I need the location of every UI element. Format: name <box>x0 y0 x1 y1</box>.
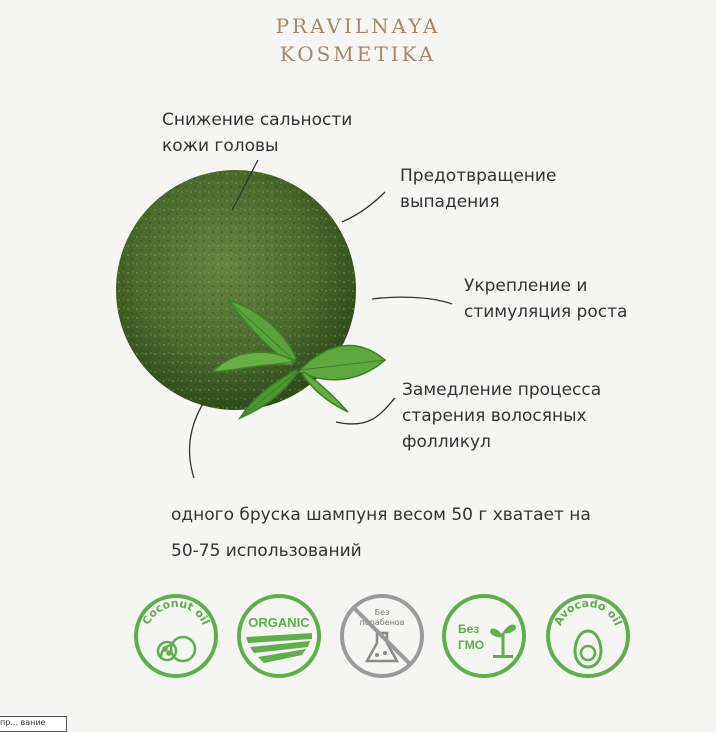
field-stripes-icon <box>246 633 312 663</box>
feature-sebum-line-2: кожи головы <box>162 136 279 156</box>
badge-coconut-text: Coconut oil <box>139 596 213 627</box>
badge-gmo-line-1: Без <box>458 622 480 636</box>
feature-aging-line-3: фолликул <box>402 432 491 452</box>
coconut-icon <box>158 637 195 661</box>
badge-no-parabens <box>339 593 425 679</box>
feature-growth-line-2: стимуляция роста <box>464 302 628 322</box>
corner-tab[interactable] <box>0 716 67 732</box>
feature-aging <box>402 377 601 455</box>
feature-sebum-line-1: Снижение сальности <box>162 110 353 130</box>
badge-organic <box>236 593 322 679</box>
connector-line-3 <box>372 297 452 304</box>
badge-no-gmo <box>441 593 527 679</box>
sprout-icon <box>491 625 516 658</box>
avocado-icon <box>575 631 601 667</box>
feature-hair-loss-line-1: Предотвращение <box>400 166 557 186</box>
usage-note-line-1: одного бруска шампуня весом 50 г хватает на <box>171 505 591 525</box>
svg-text:Coconut oil <box>140 597 212 627</box>
connector-line-5 <box>189 402 204 478</box>
usage-note <box>171 497 621 569</box>
badge-avocado-oil <box>545 593 631 679</box>
corner-tab-label: пр... вание <box>0 718 46 727</box>
brand-line-2: KOSMETIKA <box>279 42 437 66</box>
badge-avocado-text: Avocado oil <box>551 596 625 628</box>
badge-parabens-line-2: парабенов <box>359 618 405 627</box>
feature-growth <box>464 273 627 325</box>
feature-aging-line-2: старения волосяных <box>402 406 587 426</box>
feature-sebum <box>162 107 352 159</box>
badge-coconut-oil <box>133 593 219 679</box>
feature-aging-line-1: Замедление процесса <box>402 380 602 400</box>
badge-parabens-line-1: Без <box>374 608 390 617</box>
badge-gmo-line-2: ГМО <box>458 638 485 652</box>
svg-text:Avocado oil <box>552 597 625 628</box>
feature-hair-loss-line-2: выпадения <box>400 192 500 212</box>
feature-growth-line-1: Укрепление и <box>464 276 588 296</box>
badge-organic-text: ORGANIC <box>248 615 310 630</box>
connector-line-2 <box>342 192 385 222</box>
feature-hair-loss <box>400 163 556 215</box>
brand-line-1: PRAVILNAYA <box>275 14 441 38</box>
usage-note-line-2: 50-75 использований <box>171 541 362 561</box>
